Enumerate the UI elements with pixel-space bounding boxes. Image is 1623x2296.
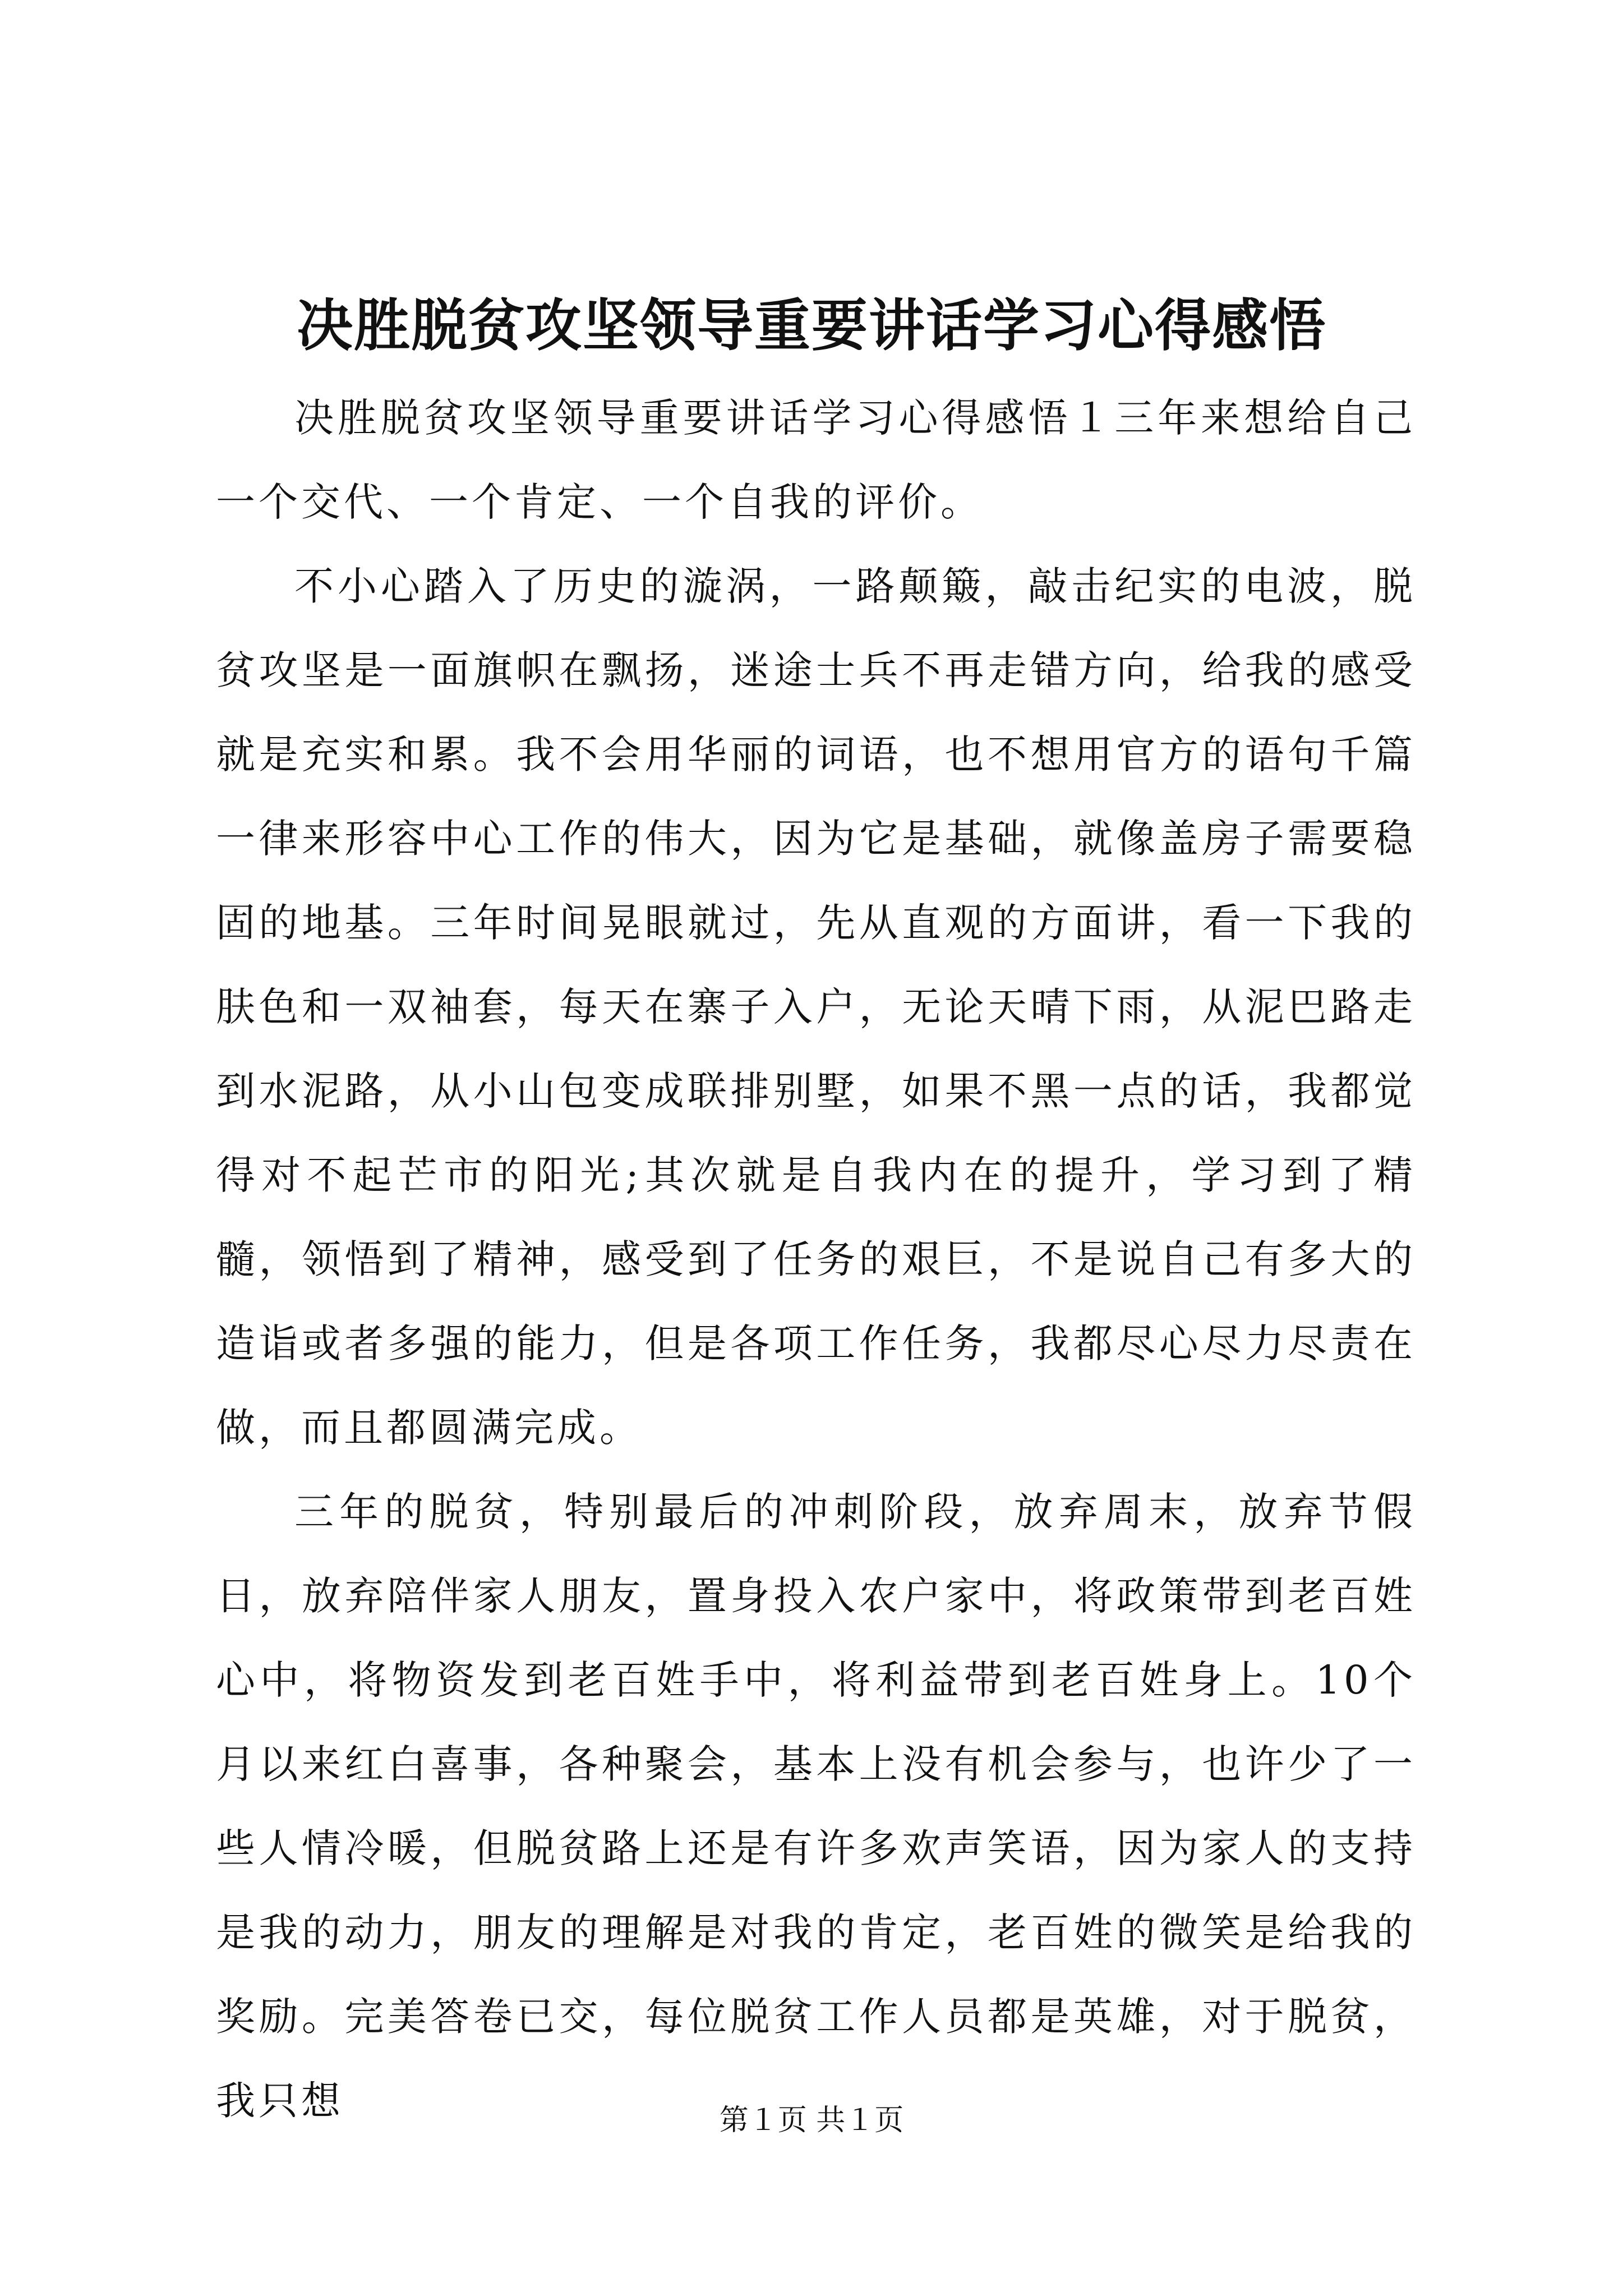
paragraph-2: 不小心踏入了历史的漩涡，一路颠簸，敲击纪实的电波，脱贫攻坚是一面旗帜在飘扬，迷途士兵不再走错方向，给我的感受就是充实和累。我不会用华丽的词语，也不想用官方的语句千篇一律来形容中心工作的伟大，因为它是基础，就像盖房子需要稳固的地基。三年时间晃眼就过，先从直观的方面讲，看一下我的肤色和一双袖套，每天在寨子入户，无论天晴下雨，从泥巴路走到水泥路，从小山包变成联排别墅，如果不黑一点的话，我都觉得对不起芒市的阳光;其次就是自我内在的提升，学习到了精髓，领悟到了精神，感受到了任务的艰巨，不是说自己有多大的造诣或者多强的能力，但是各项工作任务，我都尽心尽力尽责在做，而且都圆满完成。 [216,563,1416,1451]
document-body [216,376,1416,2143]
paragraph-3: 三年的脱贫，特别最后的冲刺阶段，放弃周末，放弃节假日，放弃陪伴家人朋友，置身投入农户家中，将政策带到老百姓心中，将物资发到老百姓手中，将利益带到老百姓身上。10个月以来红白喜事，各种聚会，基本上没有机会参与，也许少了一些人情冷暖，但脱贫路上还是有许多欢声笑语，因为家人的支持是我的动力，朋友的理解是对我的肯定，老百姓的微笑是给我的奖励。完美答卷已交，每位脱贫工作人员都是英雄，对于脱贫，我只想 [216,1489,1416,2124]
paragraph-1: 决胜脱贫攻坚领导重要讲话学习心得感悟１三年来想给自己一个交代、一个肯定、一个自我的评价。 [216,395,1416,525]
document-title: 决胜脱贫攻坚领导重要讲话学习心得感悟 [297,292,1326,358]
page-footer: 第１页 共１页 [719,2104,904,2137]
